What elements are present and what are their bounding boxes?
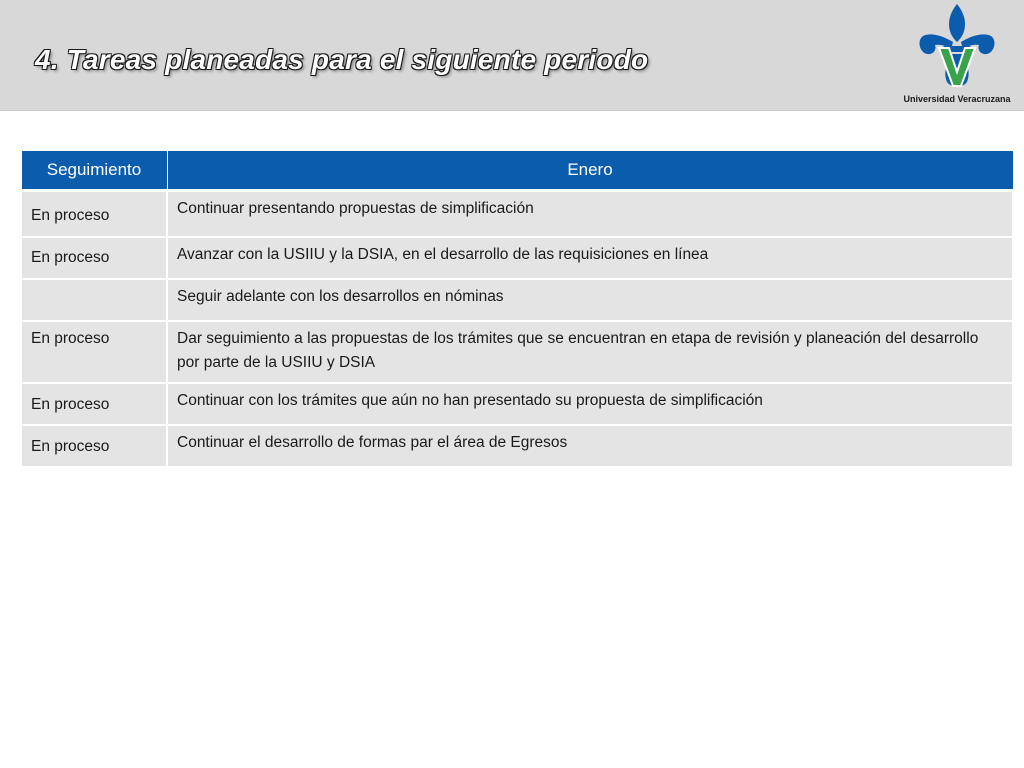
table-row: [21, 425, 1013, 467]
status-cell: [21, 279, 167, 321]
table-row: [21, 321, 1013, 383]
task-cell: Continuar el desarrollo de formas par el área de Egresos: [167, 425, 1013, 467]
task-cell: Avanzar con la USIIU y la DSIA, en el desarrollo de las requisiciones en línea: [167, 237, 1013, 279]
task-cell: Continuar presentando propuestas de simplificación: [167, 191, 1013, 238]
table-header-row: [21, 151, 1013, 191]
university-logo: [892, 2, 1022, 108]
table-row: [21, 383, 1013, 425]
task-cell: Seguir adelante con los desarrollos en nóminas: [167, 279, 1013, 321]
table-row: [21, 191, 1013, 238]
table-row: [21, 237, 1013, 279]
fleur-de-lis-v-logo-icon: [917, 2, 997, 92]
status-cell: En proceso: [21, 237, 167, 279]
column-header-enero: Enero: [167, 151, 1013, 191]
status-cell: En proceso: [21, 383, 167, 425]
task-cell: Continuar con los trámites que aún no han presentado su propuesta de simplificación: [167, 383, 1013, 425]
status-cell: En proceso: [21, 425, 167, 467]
task-cell: Dar seguimiento a las propuestas de los trámites que se encuentran en etapa de revisión y planeación del desarrollo por parte de la USIIU y DSIA: [167, 321, 1013, 383]
slide-title: 4. Tareas planeadas para el siguiente periodo: [35, 44, 649, 75]
status-cell: En proceso: [21, 191, 167, 238]
logo-text: Universidad Veracruzana: [903, 94, 1011, 104]
slide-header: [0, 0, 1024, 111]
tasks-table: [20, 150, 1014, 468]
column-header-seguimiento: Seguimiento: [21, 151, 167, 191]
table-row: [21, 279, 1013, 321]
status-cell: En proceso: [21, 321, 167, 383]
